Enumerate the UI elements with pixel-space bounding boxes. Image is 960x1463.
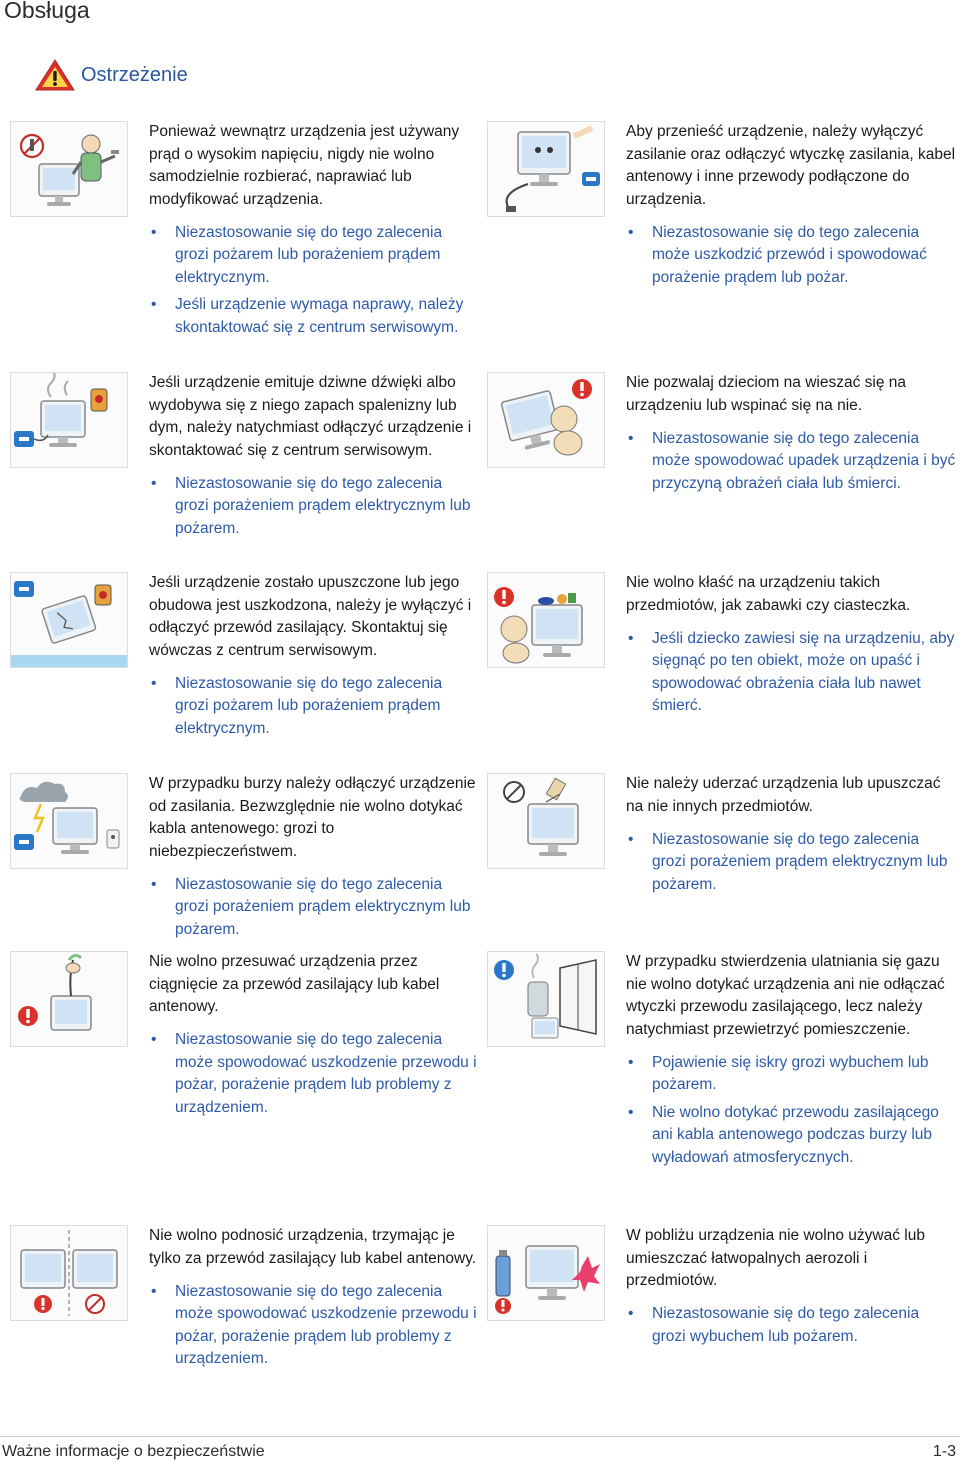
bullet-list	[149, 1281, 479, 1371]
bullet-list	[626, 1052, 956, 1170]
bullet-item: • Niezastosowanie się do tego zalecenia grozi porażeniem prądem elektrycznym lub pożarem.	[626, 829, 956, 897]
bullet-list	[149, 673, 479, 741]
footer-divider	[0, 1436, 960, 1437]
warning-item	[487, 121, 957, 291]
monitor-toys-illustration	[487, 572, 605, 668]
warning-text: W przypadku stwierdzenia ulatniania się gazu nie wolno dotykać urządzenia ani nie odłączać wtyczki przewodu zasilającego, lecz należy natychmiast przewietrzyć pomieszczenie.	[626, 953, 945, 1038]
footer-page-number: 1-3	[932, 1443, 956, 1460]
bullet-item: • Niezastosowanie się do tego zalecenia grozi porażeniem prądem elektrycznym lub pożarem.	[149, 473, 479, 541]
monitor-storm-illustration	[10, 773, 128, 869]
bullet-list	[149, 473, 479, 541]
monitor-lift-cable-illustration	[10, 1225, 128, 1321]
warning-item	[10, 773, 480, 943]
warning-text: Aby przenieść urządzenie, należy wyłączyć zasilanie oraz odłączyć wtyczkę zasilania, kabel antenowy i inne przewody podłączone do urządzenia.	[626, 123, 956, 208]
warning-item	[487, 951, 957, 1221]
footer-section-title: Ważne informacje o bezpieczeństwie	[2, 1443, 265, 1460]
warning-item	[10, 1225, 480, 1395]
warning-item	[10, 951, 480, 1121]
bullet-list	[149, 222, 479, 340]
warning-triangle-icon	[34, 58, 76, 92]
monitor-impact-illustration	[487, 773, 605, 869]
warning-text: Nie należy uderzać urządzenia lub upuszczać na nie innych przedmiotów.	[626, 775, 941, 815]
warning-item	[487, 372, 957, 542]
page-title: Obsługa	[4, 0, 90, 23]
warning-heading	[34, 58, 188, 92]
bullet-item: • Niezastosowanie się do tego zalecenia grozi pożarem lub porażeniem prądem elektrycznym.	[149, 673, 479, 741]
warning-item	[487, 773, 957, 943]
warning-text: W pobliżu urządzenia nie wolno używać lub umieszczać łatwopalnych aerozoli i przedmiotów.	[626, 1227, 925, 1290]
warning-text: Jeśli urządzenie emituje dziwne dźwięki albo wydobywa się z niego zapach spalenizny lub dym, należy natychmiast odłączyć urządzenie i skontaktować się z centrum serwisowym.	[149, 374, 472, 459]
bullet-item: • Jeśli dziecko zawiesi się na urządzeniu, aby sięgnąć po ten obiekt, może on upaść i spowodować obrażenia ciała lub nawet śmierć.	[626, 628, 956, 718]
bullet-item: • Pojawienie się iskry grozi wybuchem lub pożarem.	[626, 1052, 956, 1097]
monitor-child-hanging-illustration	[487, 372, 605, 468]
monitor-smoke-illustration	[10, 372, 128, 468]
bullet-item: • Niezastosowanie się do tego zalecenia może uszkodzić przewód i spowodować porażenie prądem lub pożar.	[626, 222, 956, 290]
bullet-item: • Niezastosowanie się do tego zalecenia może spowodować upadek urządzenia i być przyczyną obrażeń ciała lub śmierci.	[626, 428, 956, 496]
bullet-list	[626, 628, 956, 718]
bullet-item: • Niezastosowanie się do tego zalecenia grozi wybuchem lub pożarem.	[626, 1303, 956, 1348]
warning-text: Jeśli urządzenie zostało upuszczone lub jego obudowa jest uszkodzona, należy je wyłączyć i odłączyć przewód zasilający. Skontaktuj się wówczas z centrum serwisowym.	[149, 574, 472, 659]
warning-item	[487, 1225, 957, 1395]
bullet-item: • Jeśli urządzenie wymaga naprawy, należy skontaktować się z centrum serwisowym.	[149, 294, 479, 339]
warning-item	[487, 572, 957, 742]
warning-item	[10, 121, 480, 361]
warning-text: Nie wolno przesuwać urządzenia przez ciągnięcie za przewód zasilający lub kabel antenowy.	[149, 953, 440, 1016]
bullet-list	[626, 829, 956, 897]
bullet-list	[626, 428, 956, 496]
bullet-item: • Nie wolno dotykać przewodu zasilającego ani kabla antenowego podczas burzy lub wyładowań atmosferycznych.	[626, 1102, 956, 1170]
warning-item	[10, 372, 480, 562]
bullet-list	[149, 874, 479, 942]
bullet-item: • Niezastosowanie się do tego zalecenia może spowodować uszkodzenie przewodu i pożar, porażenie prądem lub problemy z urządzeniem.	[149, 1281, 479, 1371]
warning-text: Nie pozwalaj dzieciom na wieszać się na urządzeniu lub wspinać się na nie.	[626, 374, 906, 414]
bullet-list	[626, 222, 956, 290]
monitor-pull-cable-illustration	[10, 951, 128, 1047]
warning-heading-label: Ostrzeżenie	[81, 63, 188, 86]
warning-text: Ponieważ wewnątrz urządzenia jest używany prąd o wysokim napięciu, nigdy nie wolno samodzielnie rozbierać, naprawiać lub modyfikować urządzenia.	[149, 123, 460, 208]
bullet-list	[149, 1029, 479, 1119]
bullet-item: • Niezastosowanie się do tego zalecenia grozi porażeniem prądem elektrycznym lub pożarem.	[149, 874, 479, 942]
monitor-unplug-move-illustration	[487, 121, 605, 217]
bullet-item: • Niezastosowanie się do tego zalecenia może spowodować uszkodzenie przewodu i pożar, porażenie prądem lub problemy z urządzeniem.	[149, 1029, 479, 1119]
monitor-gas-leak-illustration	[487, 951, 605, 1047]
warning-text: Nie wolno podnosić urządzenia, trzymając je tylko za przewód zasilający lub kabel antenowy.	[149, 1227, 477, 1267]
warning-item	[10, 572, 480, 762]
monitor-dropped-illustration	[10, 572, 128, 668]
bullet-list	[626, 1303, 956, 1348]
monitor-aerosol-illustration	[487, 1225, 605, 1321]
warning-text: W przypadku burzy należy odłączyć urządzenie od zasilania. Bezwzględnie nie wolno dotykać kabla antenowego: grozi to niebezpieczeństwem.	[149, 775, 476, 860]
warning-text: Nie wolno kłaść na urządzeniu takich przedmiotów, jak zabawki czy ciasteczka.	[626, 574, 911, 614]
bullet-item: • Niezastosowanie się do tego zalecenia grozi pożarem lub porażeniem prądem elektrycznym.	[149, 222, 479, 290]
monitor-repair-illustration	[10, 121, 128, 217]
